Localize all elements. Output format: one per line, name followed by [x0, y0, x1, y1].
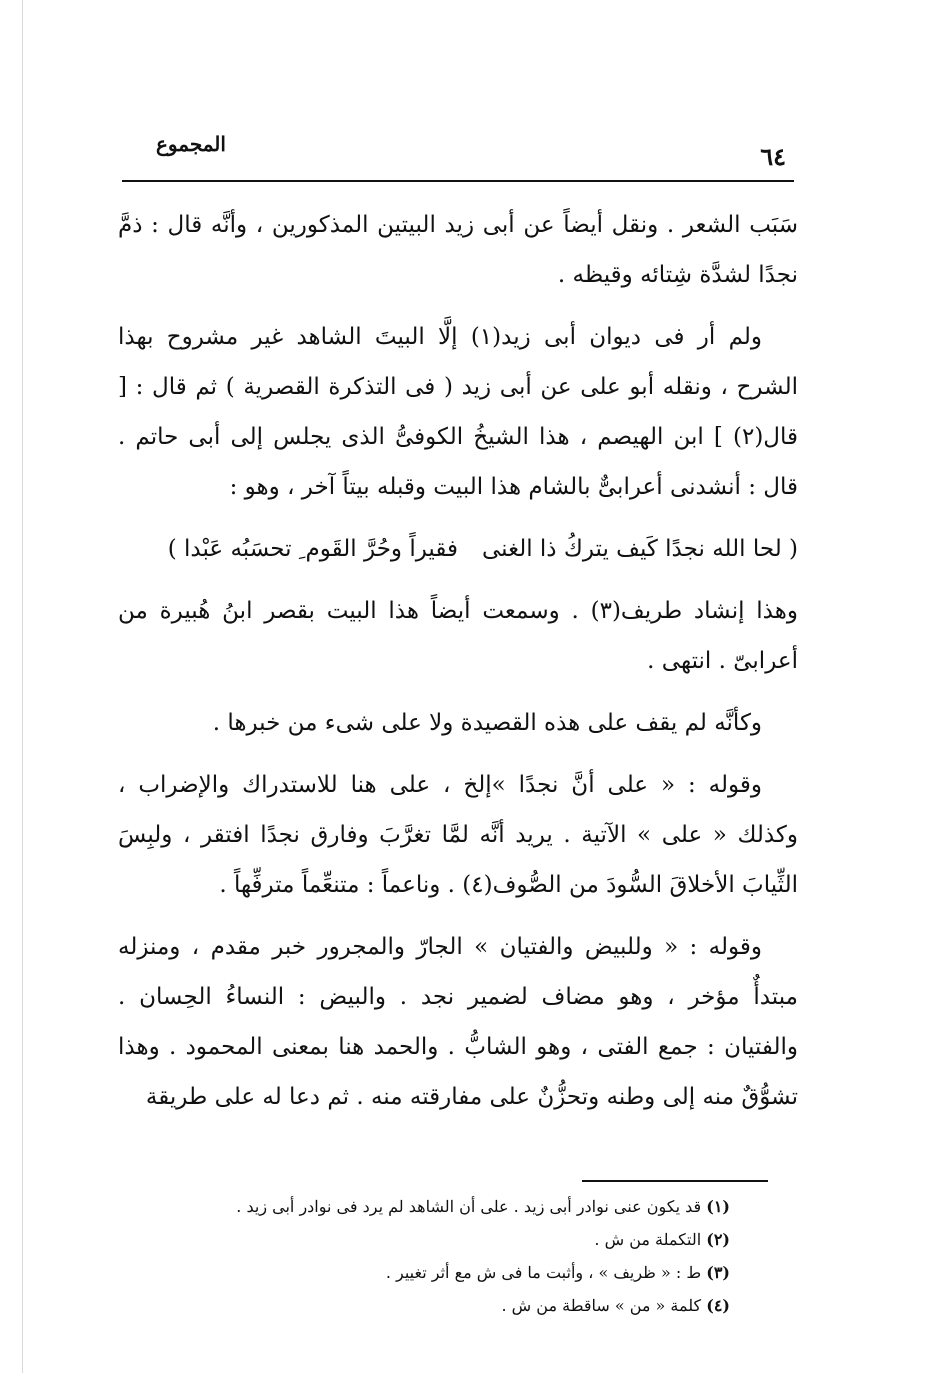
footnotes: [170, 1190, 730, 1322]
footnote-number: (٤): [706, 1296, 730, 1315]
paragraph-3: وهذا إنشاد طريف(٣) . وسمعت أيضاً هذا البيت بقصر ابنُ هُبيرة من أعرابىّ . انتهى .: [118, 598, 798, 674]
footnote-1: [170, 1190, 730, 1223]
footnote-number: (٣): [706, 1263, 730, 1282]
header-rule: [122, 180, 794, 182]
footnote-rule: [582, 1180, 768, 1182]
paragraph-5: وقوله : « على أنَّ نجدًا »إلخ ، على هنا للاستدراك والإضراب ، وكذلك « على » الآتية . يريد أنَّه لمَّا تغرَّبَ وفارق نجدًا افتقر ، ولبِسَ الثِّيابَ الأخلاقَ السُّودَ من الصُّوف(٤) . وناعماً : متنعِّماً مترفِّهاً .: [118, 772, 798, 898]
paragraph-6: وقوله : « وللبيض والفتيان » الجارّ والمجرور خبر مقدم ، ومنزله مبتدأٌ مؤخر ، وهو مضاف لضمير نجد . والبيض : النساءُ الحِسان . والفتيان : جمع الفتى ، وهو الشابُّ . والحمد هنا بمعنى المحمود . وهذا تشوُّقٌ منه إلى وطنه وتحزُّنٌ على مفارقته منه . ثم دعا له على طريقة: [118, 934, 798, 1110]
paragraph-1: سَبَب الشعر . ونقل أيضاً عن أبى زيد البيتين المذكورين ، وأنَّه قال : ذمَّ نجدًا لشدَّة شِتائه وقيظه .: [118, 212, 798, 288]
verse-hemistich-right: ( لحا الله نجدًا كَيف يتركُ ذا الغنى: [482, 536, 798, 562]
footnote-text: قد يكون عنى نوادر أبى زيد . على أن الشاهد لم يرد فى نوادر أبى زيد .: [236, 1197, 702, 1216]
paragraph-2: ولم أر فى ديوان أبى زيد(١) إلَّا البيتَ الشاهد غير مشروح بهذا الشرح ، ونقله أبو على عن أبى زيد ( فى التذكرة القصرية ) ثم قال : [ قال(٢) ] ابن الهيصم ، هذا الشيخُ الكوفىُّ الذى يجلس إلى أبى حاتم . قال : أنشدنى أعرابىٌّ بالشام هذا البيت وقبله بيتاً آخر ، وهو :: [118, 324, 798, 500]
running-title: المجموع: [156, 132, 226, 156]
footnote-4: [170, 1289, 730, 1322]
page-number: ٦٤: [760, 142, 786, 171]
footnote-3: [170, 1256, 730, 1289]
footnote-number: (٢): [706, 1230, 730, 1249]
main-text: [118, 200, 798, 1134]
footnote-2: [170, 1223, 730, 1256]
page-header: [122, 128, 794, 184]
paragraph-4: وكأنَّه لم يقف على هذه القصيدة ولا على شىء من خبرها .: [212, 710, 762, 736]
footnote-text: التكملة من ش .: [594, 1230, 702, 1249]
footnote-text: ط : « ظريف » ، وأثبت ما فى ش مع أثر تغيير .: [385, 1263, 702, 1282]
verse-hemistich-left: فقيراً وحُرَّ القَوم ِ تحسَبُه عَبْدا ): [167, 536, 458, 562]
scan-edge-line: [22, 0, 23, 1373]
footnote-number: (١): [706, 1197, 730, 1216]
footnote-text: كلمة « من » ساقطة من ش .: [501, 1296, 702, 1315]
verse-line: [118, 524, 798, 574]
